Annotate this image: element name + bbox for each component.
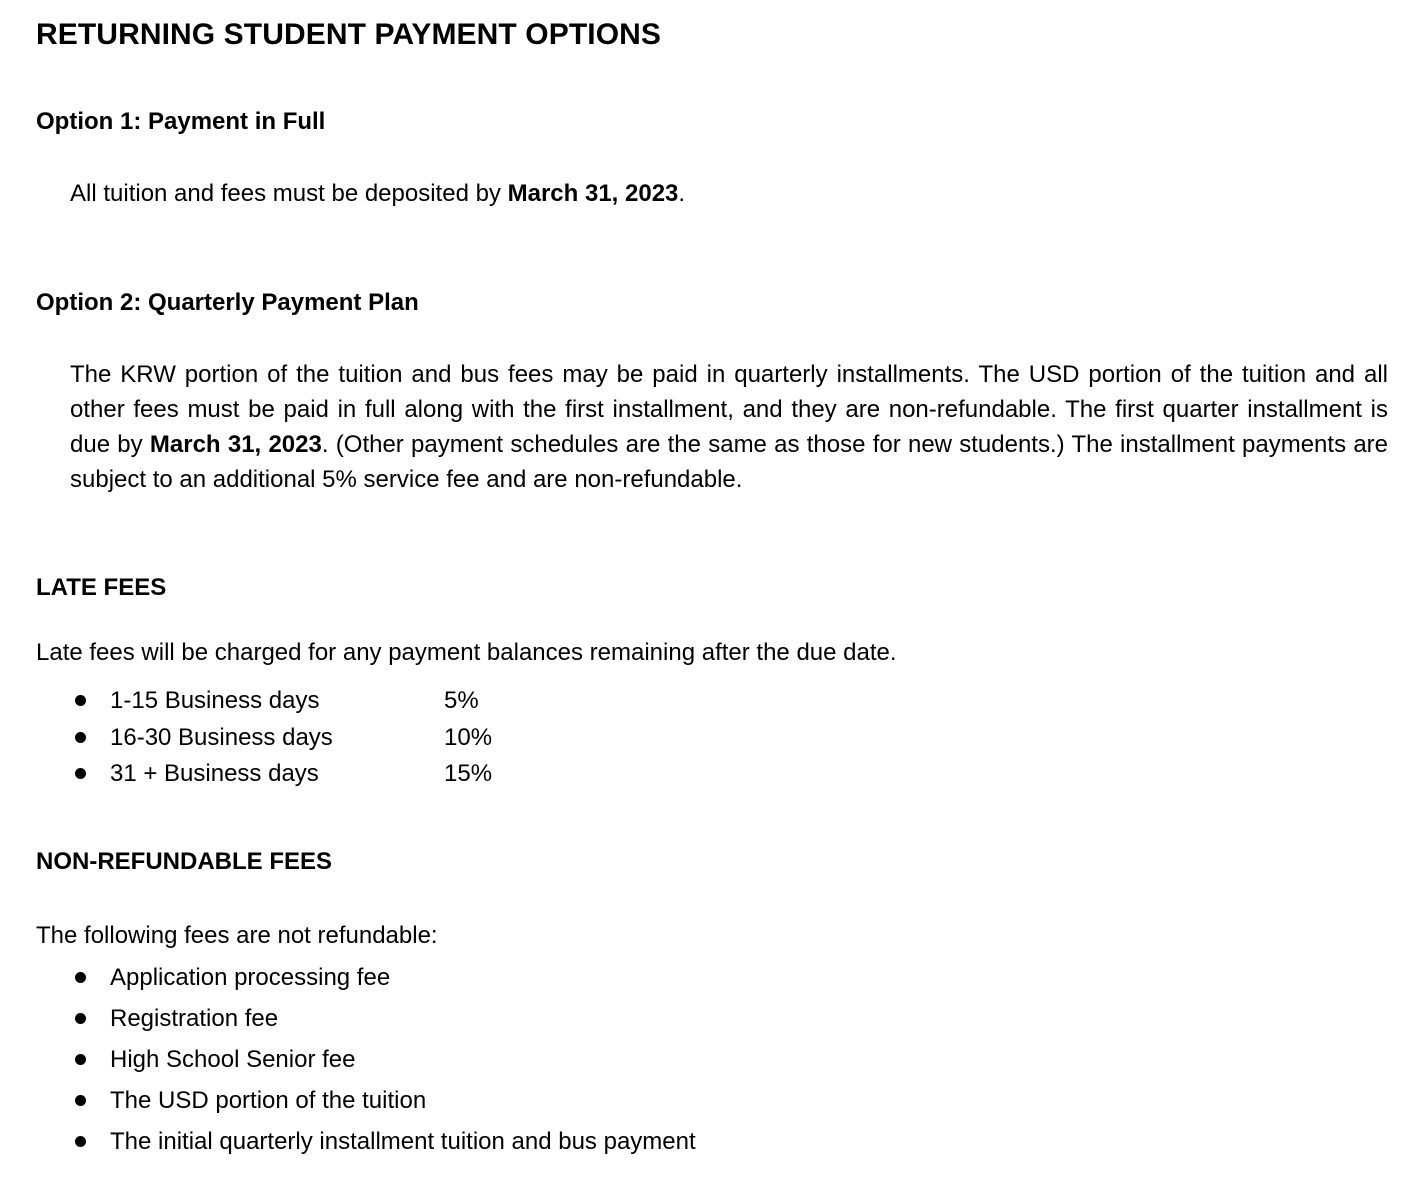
late-fee-label: 31 + Business days — [110, 760, 319, 787]
late-fee-rate: 15% — [444, 760, 493, 787]
non-refundable-item: Application processing fee — [110, 964, 391, 991]
list-item — [68, 1121, 696, 1162]
option2-text — [70, 357, 1388, 497]
bullet-icon — [75, 1136, 86, 1147]
non-refundable-list — [68, 957, 696, 1162]
option1-text-after: . — [678, 180, 686, 207]
option1-text — [70, 176, 685, 211]
non-refundable-item: High School Senior fee — [110, 1046, 356, 1073]
option1-text-before: All tuition and fees must be deposited by — [70, 180, 508, 207]
bullet-icon — [75, 1095, 86, 1106]
option2-heading: Option 2: Quarterly Payment Plan — [36, 289, 419, 316]
page-title: RETURNING STUDENT PAYMENT OPTIONS — [36, 18, 662, 51]
list-item — [68, 957, 696, 998]
late-fees-list — [68, 683, 493, 793]
option1-heading: Option 1: Payment in Full — [36, 108, 326, 135]
option2-text-after: . (Other payment schedules are the same as those for new students.) The installment payments are subject to an additional 5% service fee and are non-refundable. — [70, 431, 1389, 493]
late-fee-label: 16-30 Business days — [110, 723, 333, 751]
non-refundable-heading: NON-REFUNDABLE FEES — [36, 848, 333, 875]
list-item — [68, 998, 696, 1039]
bullet-icon — [75, 732, 86, 743]
option2-text-before: The KRW portion of the tuition and bus fees may be paid in quarterly installments. The USD portion of the tuition and all other fees must be paid in full along with the first installment, and they are non-refundable. The first quarter installment is due by — [70, 361, 1388, 458]
list-item — [68, 683, 479, 720]
list-item — [68, 720, 493, 757]
late-fee-rate: 5% — [444, 687, 479, 714]
late-fee-label: 1-15 Business days — [110, 687, 320, 714]
late-fee-rate: 10% — [444, 723, 493, 751]
late-fees-intro: Late fees will be charged for any payment balances remaining after the due date. — [36, 639, 897, 666]
bullet-icon — [75, 695, 86, 706]
bullet-icon — [75, 768, 86, 779]
list-item — [68, 756, 493, 793]
list-item — [68, 1039, 696, 1080]
bullet-icon — [75, 1054, 86, 1065]
option1-date: March 31, 2023 — [507, 180, 679, 207]
non-refundable-item: The USD portion of the tuition — [110, 1087, 427, 1114]
list-item — [68, 1080, 696, 1121]
bullet-icon — [75, 972, 86, 983]
non-refundable-item: Registration fee — [110, 1005, 279, 1032]
late-fees-heading: LATE FEES — [36, 574, 167, 601]
non-refundable-intro: The following fees are not refundable: — [36, 922, 438, 949]
option2-date: March 31, 2023 — [149, 431, 322, 458]
bullet-icon — [75, 1013, 86, 1024]
non-refundable-item: The initial quarterly installment tuition and bus payment — [110, 1128, 696, 1155]
